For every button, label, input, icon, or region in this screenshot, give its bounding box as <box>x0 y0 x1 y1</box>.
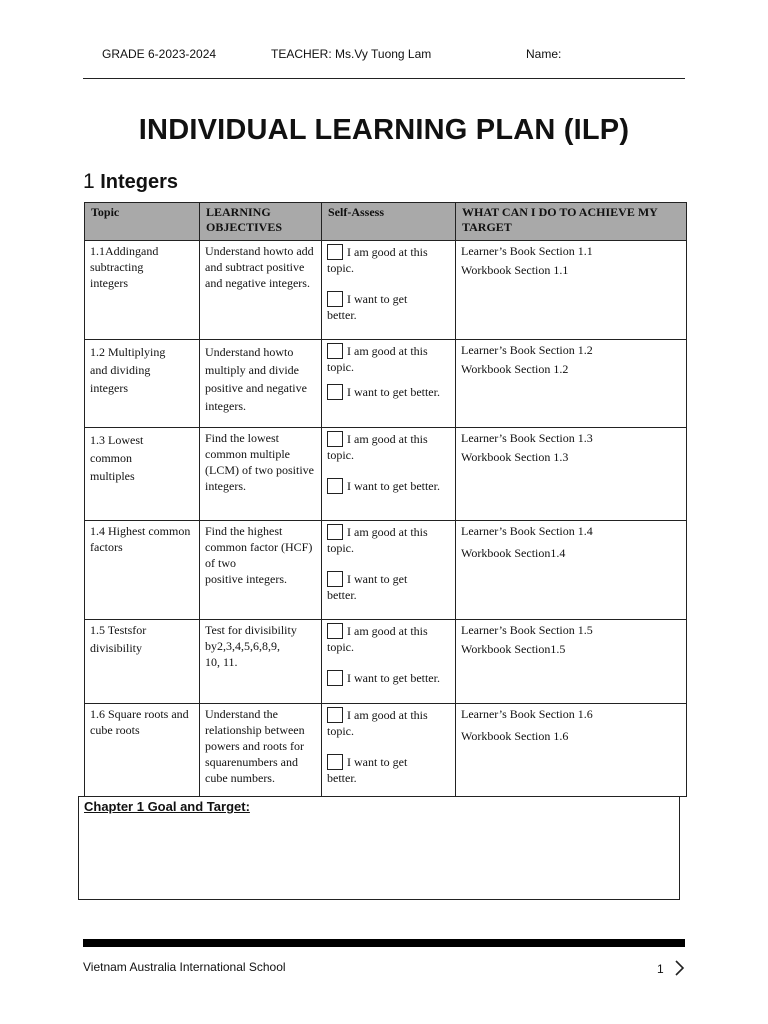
table-row <box>85 704 687 797</box>
chapter-heading <box>83 170 178 194</box>
good-at-topic-checkbox[interactable] <box>327 431 343 447</box>
objective-cell: Understand howto multiply and divide positive and negative integers. <box>200 340 322 428</box>
self-assess-cell: I am good at this topic. I want to get better. <box>322 620 456 704</box>
self-assess-cell: I am good at this topic. I want to get better. <box>322 241 456 340</box>
topic-cell: 1.4 Highest common factors <box>85 521 200 620</box>
table-header-row <box>85 203 687 241</box>
resources-cell: Learner’s Book Section 1.5 Workbook Section1.5 <box>456 620 687 704</box>
want-better-checkbox[interactable] <box>327 384 343 400</box>
ilp-table <box>84 202 687 797</box>
chevron-right-icon[interactable] <box>672 958 686 978</box>
resources-cell: Learner’s Book Section 1.4 Workbook Section1.4 <box>456 521 687 620</box>
table-row <box>85 620 687 704</box>
page-title: INDIVIDUAL LEARNING PLAN (ILP) <box>138 114 630 146</box>
want-better-checkbox[interactable] <box>327 291 343 307</box>
good-at-topic-checkbox[interactable] <box>327 343 343 359</box>
header-topic: Topic <box>85 203 200 241</box>
chapter-goal-label: Chapter 1 Goal and Target: <box>84 799 250 814</box>
topic-cell: 1.6 Square roots and cube roots <box>85 704 200 797</box>
school-name: Vietnam Australia International School <box>83 960 286 974</box>
resources-cell: Learner’s Book Section 1.2 Workbook Section 1.2 <box>456 340 687 428</box>
resources-cell: Learner’s Book Section 1.6 Workbook Section 1.6 <box>456 704 687 797</box>
table-row <box>85 241 687 340</box>
objective-cell: Understand the relationship between powers and roots for squarenumbers and cube numbers. <box>200 704 322 797</box>
resources-cell: Learner’s Book Section 1.1 Workbook Section 1.1 <box>456 241 687 340</box>
topic-cell: 1.1Addingand subtracting integers <box>85 241 200 340</box>
objective-cell: Find the highest common factor (HCF) of two positive integers. <box>200 521 322 620</box>
want-better-checkbox[interactable] <box>327 754 343 770</box>
resources-cell: Learner’s Book Section 1.3 Workbook Section 1.3 <box>456 428 687 521</box>
good-at-topic-checkbox[interactable] <box>327 244 343 260</box>
self-assess-cell: I am good at this topic. I want to get better. <box>322 704 456 797</box>
good-at-topic-checkbox[interactable] <box>327 524 343 540</box>
header-self-assess: Self-Assess <box>322 203 456 241</box>
grade-label: GRADE 6-2023-2024 <box>102 47 217 61</box>
student-name-label: Name: <box>526 47 562 61</box>
good-at-topic-checkbox[interactable] <box>327 623 343 639</box>
want-better-checkbox[interactable] <box>327 670 343 686</box>
table-row <box>85 340 687 428</box>
objective-cell: Understand howto add and subtract positive and negative integers. <box>200 241 322 340</box>
good-at-topic-checkbox[interactable] <box>327 707 343 723</box>
page-header <box>102 47 688 63</box>
topic-cell: 1.3 Lowest common multiples <box>85 428 200 521</box>
objective-cell: Find the lowest common multiple (LCM) of two positive integers. <box>200 428 322 521</box>
want-better-checkbox[interactable] <box>327 478 343 494</box>
topic-cell: 1.5 Testsfor divisibility <box>85 620 200 704</box>
header-target: WHAT CAN I DO TO ACHIEVE MY TARGET <box>456 203 687 241</box>
self-assess-cell: I am good at this topic. I want to get better. <box>322 521 456 620</box>
page-number: 1 <box>657 962 664 976</box>
header-divider <box>83 78 685 79</box>
self-assess-cell: I am good at this topic. I want to get better. <box>322 340 456 428</box>
want-better-checkbox[interactable] <box>327 571 343 587</box>
header-objectives: LEARNING OBJECTIVES <box>200 203 322 241</box>
table-row <box>85 521 687 620</box>
footer-divider <box>83 939 685 947</box>
teacher-label: TEACHER: Ms.Vy Tuong Lam <box>271 47 432 61</box>
table-row <box>85 428 687 521</box>
chapter-goal-box[interactable] <box>78 796 680 900</box>
self-assess-cell: I am good at this topic. I want to get better. <box>322 428 456 521</box>
objective-cell: Test for divisibility by2,3,4,5,6,8,9, 10, 11. <box>200 620 322 704</box>
chapter-number: 1 <box>83 170 95 193</box>
chapter-name: Integers <box>100 171 179 193</box>
topic-cell: 1.2 Multiplying and dividing integers <box>85 340 200 428</box>
